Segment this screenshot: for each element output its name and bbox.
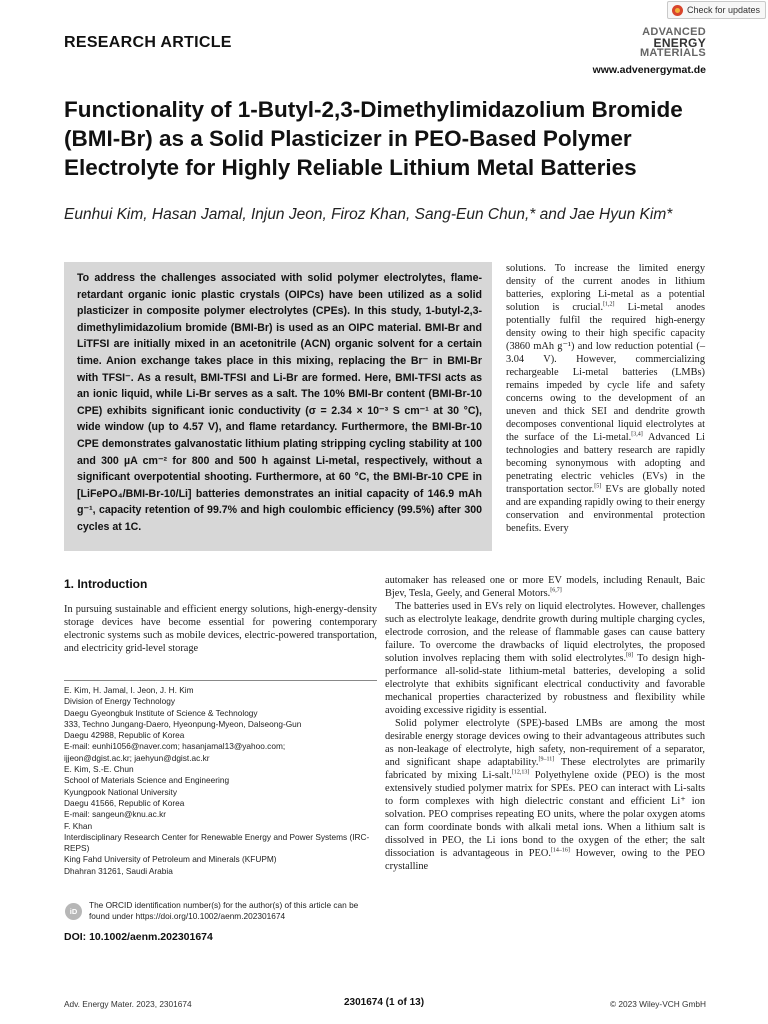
affiliation-line: Daegu 41566, Republic of Korea <box>64 797 185 808</box>
affiliation-email[interactable]: E-mail: eunhi1056@naver.com; hasanjamal13@yahoo.com; <box>64 741 286 752</box>
citation-ref[interactable]: [8] <box>626 652 634 659</box>
logo-line-1: ADVANCED <box>642 26 706 38</box>
intro-paragraph: In pursuing sustainable and efficient energy solutions, high-energy-density storage devices have become essential for powering contemporary electronic systems such as mobile devices, electric-powered transportation, and electricity grid-level storage <box>64 604 377 654</box>
crossmark-icon <box>672 5 683 16</box>
text-run: However, owing to the PEO crystalline <box>385 848 705 872</box>
right-column-text <box>506 262 705 535</box>
text-run: To design high-performance all-solid-state lithium-metal batteries, developing a solid electrolyte that exhibits significant electrical conductivity and favorable mechanical properties characterized by robustness and flexibility while avoiding excessive rigidity is essential. <box>385 653 705 716</box>
affiliation-names: E. Kim, S.-E. Chun <box>64 764 134 775</box>
text-run: These electrolytes are primarily fabricated by mixing Li-salt. <box>385 757 705 781</box>
affiliation-line: Kyungpook National University <box>64 786 177 797</box>
section-heading-introduction: 1. Introduction <box>64 577 148 591</box>
footnote-divider <box>64 680 377 681</box>
affiliation-line: Interdisciplinary Research Center for Renewable Energy and Power Systems (IRC-REPS) <box>64 831 370 854</box>
affiliation-line: Daegu 42988, Republic of Korea <box>64 730 185 741</box>
text-run: Solid polymer electrolyte (SPE)-based LMBs are among the most desirable energy storage devices owing to their advantageous attributes such as non-leakage of electrolyte, high safety, non-requirement of a separator, and significant shape adaptability. <box>385 718 705 768</box>
citation-ref[interactable]: [14–16] <box>550 847 570 854</box>
logo-line-3: MATERIALS <box>639 47 706 59</box>
text-run: solutions. To increase the limited energy density of the current anodes in lithium batteries, exploring Li-metal as a potential solution is crucial. <box>506 263 705 313</box>
text-run: Advanced Li technologies and battery research are rapidly becoming synonymous with adopting and penetrating electric vehicles (EVs) in the transportation sector. <box>506 432 705 495</box>
text-run: EVs are globally noted and are expanding rapidly owing to their energy conservation and environmental protection benefits. Every <box>506 484 705 534</box>
citation-ref[interactable]: [9–11] <box>538 756 555 763</box>
abstract-text: To address the challenges associated with solid polymer electrolytes, flame-retardant organic ionic plastic crystals (OIPCs) have been utilized as a solid plasticizer in composite polymer electrolytes (CPEs). In this study, 1-butyl-2,3-dimethylimidazolium bromide (BMI-Br) is used as an OIPC material. BMI-Br and LiTFSI are initially mixed in an acetonitrile (ACN) organic solvent for a certain time. Anion exchange takes place in this mixing, replacing the Br⁻ in BMI-Br with TFSI⁻. As a result, BMI-TFSI and Li-Br are formed. Here, BMI-TFSI acts as an ionic liquid, while Li-Br serves as a salt. The 10% BMI-Br content (BMI-Br-10 CPE) exhibits significant ionic conductivity (σ = 2.34 × 10⁻³ S cm⁻¹ at 30 °C), wide window (up to 4.57 V), and flame retardancy. Furthermore, the BMI-Br-10 CPE demonstrates galvanostatic lithium plating stripping cycling stability at 100 and 300 µA cm⁻² for 800 and 500 h against Li-metal, respectively, without a significant overpotential shooting. Furthermore, at 60 °C, the BMI-Br-10 CPE in [LiFePO₄/BMI-Br-10/Li] batteries demonstrates an initial capacity of 146.9 mAh g⁻¹, capacity retention of 99.7% and high coulombic efficiency (99.5%) after 300 cycles at 1C. <box>77 272 482 533</box>
journal-logo <box>636 27 706 59</box>
doi-link[interactable]: DOI: 10.1002/aenm.202301674 <box>64 931 213 943</box>
affiliation-line: Division of Energy Technology <box>64 696 175 707</box>
text-run: Li-metal anodes potentially fulfil the required high-energy density owing to their high specific capacity (3860 mAh g⁻¹) and low reduction potential (–3.04 V). However, commercializing rechargeable Li-metal batteries (LMBs) remains impeded by cycle life and safety concerns owing to the development of an uneven and thick SEI and dendrite growth decomposes conventional liquid electrolytes at the surface of the Li-metal. <box>506 302 705 443</box>
citation-ref[interactable]: [12,13] <box>511 769 530 776</box>
citation-ref[interactable]: [1,2] <box>603 301 615 308</box>
article-title: Functionality of 1-Butyl-2,3-Dimethylimidazolium Bromide (BMI-Br) as a Solid Plasticizer in PEO-Based Polymer Electrolyte for Highly Reliable Lithium Metal Batteries <box>64 97 683 180</box>
affiliation-email[interactable]: ijjeon@dgist.ac.kr; jaehyun@dgist.ac.kr <box>64 752 210 763</box>
page-number: 2301674 (1 of 13) <box>343 997 425 1008</box>
orcid-note[interactable]: The ORCID identification number(s) for the author(s) of this article can be found under https://doi.org/10.1002/aenm.202301674 <box>89 900 359 922</box>
author-list: Eunhui Kim, Hasan Jamal, Injun Jeon, Firoz Khan, Sang-Eun Chun,* and Jae Hyun Kim* <box>64 206 673 223</box>
citation-ref[interactable]: [3,4] <box>631 431 643 438</box>
affiliation-line: Dhahran 31261, Saudi Arabia <box>64 865 173 876</box>
affiliation-line: King Fahd University of Petroleum and Minerals (KFUPM) <box>64 854 277 865</box>
text-run: Polyethylene oxide (PEO) is the most extensively studied polymer matrix for SPEs. PEO can interact with Li-salts to form complexes with high dielectric constant and efficient Li⁺ ion solvation. PEO comprises repeating EO units, where the polar oxygen atoms can form coordinate bonds with alkali metal ions. When a lithium salt is dissolved in PEO, the Li ions bond to the oxygen of the ether; the salt dissociation is advantageous in PEO. <box>385 770 706 859</box>
affiliation-email[interactable]: E-mail: sangeun@knu.ac.kr <box>64 809 167 820</box>
section-label: RESEARCH ARTICLE <box>64 34 232 51</box>
check-for-updates-label: Check for updates <box>687 5 761 15</box>
text-run: automaker has released one or more EV models, including Renault, Baic Bjev, Tesla, Geely, and General Motors. <box>385 575 705 599</box>
citation-ref[interactable]: [5] <box>594 483 602 490</box>
affiliation-line: 333, Techno Jungang-Daero, Hyeonpung-Myeon, Dalseong-Gun <box>64 718 302 729</box>
affiliation-line: School of Materials Science and Engineering <box>64 775 230 786</box>
affiliation-names: F. Khan <box>64 820 93 831</box>
affiliation-line: Daegu Gyeongbuk Institute of Science & Technology <box>64 707 258 718</box>
journal-reference: Adv. Energy Mater. 2023, 2301674 <box>64 999 192 1009</box>
text-run: The batteries used in EVs rely on liquid electrolytes. However, challenges such as electrolyte leakage, dendrite growth during multiple charging cycles, electrode corrosion, and the release of flammable gases can cause battery failure. To overcome the drawbacks of liquid electrolytes, the proposed solution involves replacing them with solid electrolytes. <box>385 601 705 664</box>
orcid-icon: iD <box>65 903 82 920</box>
logo-line-2: ENERGY <box>653 35 706 50</box>
check-for-updates-button[interactable] <box>667 1 766 19</box>
citation-ref[interactable]: [6,7] <box>550 587 562 594</box>
journal-url-link[interactable]: www.advenergymat.de <box>592 64 706 76</box>
affiliation-names: E. Kim, H. Jamal, I. Jeon, J. H. Kim <box>64 685 194 695</box>
right-column-body <box>385 574 705 873</box>
affiliations <box>64 685 384 877</box>
copyright-notice: © 2023 Wiley-VCH GmbH <box>609 999 706 1009</box>
